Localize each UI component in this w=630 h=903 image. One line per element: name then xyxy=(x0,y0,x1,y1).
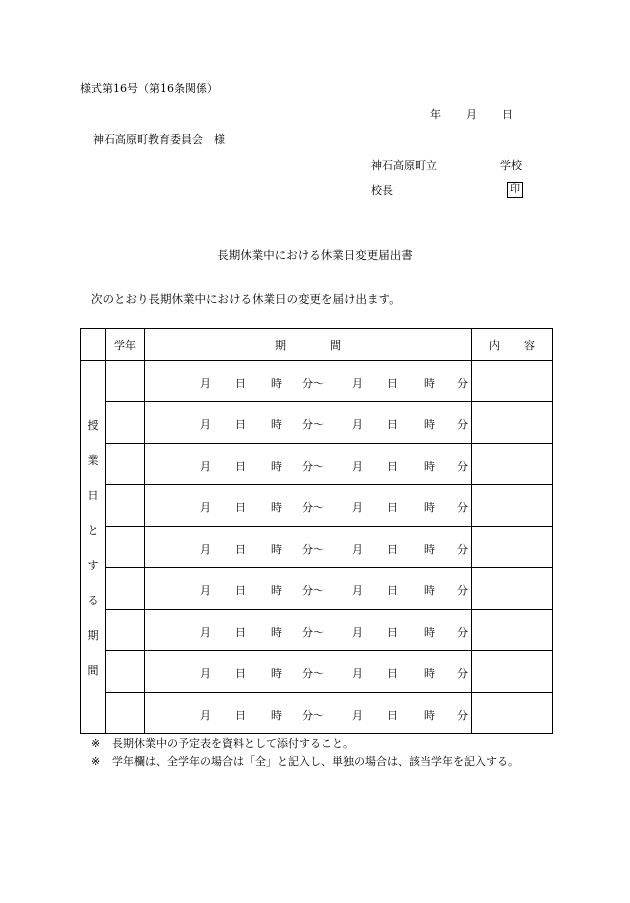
period-unit-label: 日 xyxy=(235,501,246,515)
period-unit-label: 時 xyxy=(424,625,435,639)
period-unit-label: 分 xyxy=(457,418,468,432)
period-cell[interactable] xyxy=(145,609,472,650)
side-label-char: 期 xyxy=(87,628,99,642)
side-label-char: 間 xyxy=(87,663,99,677)
grade-cell[interactable] xyxy=(106,692,145,734)
header-content-char-2: 容 xyxy=(524,338,535,352)
period-unit-label: 時 xyxy=(424,501,435,515)
period-unit-label: 時 xyxy=(424,708,435,722)
period-unit-label: 時 xyxy=(271,584,282,598)
form-number: 様式第16号（第16条関係） xyxy=(80,82,218,95)
period-unit-label: 日 xyxy=(387,667,398,681)
side-label-char: 業 xyxy=(87,453,99,467)
school-line xyxy=(371,160,522,171)
period-table xyxy=(80,328,553,734)
header-period xyxy=(145,329,472,361)
period-unit-label: 分 xyxy=(457,501,468,515)
side-label-char: 日 xyxy=(87,488,99,502)
content-cell[interactable] xyxy=(472,402,553,443)
period-unit-label: 日 xyxy=(235,377,246,390)
period-unit-label: 時 xyxy=(424,667,435,681)
period-unit-label: 月 xyxy=(200,667,211,681)
period-unit-label: 日 xyxy=(235,625,246,639)
period-unit-label: 日 xyxy=(387,708,398,722)
content-cell[interactable] xyxy=(472,692,553,734)
period-unit-label: 日 xyxy=(235,418,246,432)
table-row xyxy=(81,443,553,484)
period-cell[interactable] xyxy=(145,692,472,734)
table-header-row xyxy=(81,329,553,361)
period-unit-label: 分 xyxy=(457,459,468,473)
table-row xyxy=(81,361,553,402)
period-cell[interactable] xyxy=(145,568,472,609)
content-cell[interactable] xyxy=(472,443,553,484)
period-unit-label: 分〜 xyxy=(302,501,324,515)
period-unit-label: 日 xyxy=(235,459,246,473)
addressee: 神石高原町教育委員会 様 xyxy=(93,133,225,146)
period-cell[interactable] xyxy=(145,651,472,692)
header-blank xyxy=(81,329,106,361)
period-unit-label: 分〜 xyxy=(302,584,324,598)
period-unit-label: 日 xyxy=(235,542,246,556)
period-unit-label: 分〜 xyxy=(302,625,324,639)
side-label-char: と xyxy=(87,523,99,537)
notes xyxy=(91,738,519,774)
period-unit-label: 時 xyxy=(271,377,282,390)
period-unit-label: 月 xyxy=(352,459,363,473)
content-cell[interactable] xyxy=(472,568,553,609)
document-title: 長期休業中における休業日変更届出書 xyxy=(217,248,413,262)
period-unit-label: 分〜 xyxy=(302,377,324,390)
period-unit-label: 月 xyxy=(352,377,363,390)
content-cell[interactable] xyxy=(472,361,553,402)
period-unit-label: 月 xyxy=(200,708,211,722)
principal-label: 校長 xyxy=(371,184,393,197)
intro-text: 次のとおり長期休業中における休業日の変更を届け出ます。 xyxy=(91,292,401,306)
period-unit-label: 月 xyxy=(352,708,363,722)
period-unit-label: 時 xyxy=(424,584,435,598)
header-content-char-1: 内 xyxy=(489,338,500,352)
period-unit-label: 月 xyxy=(200,542,211,556)
period-unit-label: 時 xyxy=(424,542,435,556)
period-unit-label: 月 xyxy=(352,667,363,681)
period-unit-label: 月 xyxy=(352,418,363,432)
period-unit-label: 時 xyxy=(271,459,282,473)
grade-cell[interactable] xyxy=(106,526,145,567)
period-unit-label: 日 xyxy=(387,625,398,639)
content-cell[interactable] xyxy=(472,526,553,567)
table-row xyxy=(81,609,553,650)
grade-cell[interactable] xyxy=(106,361,145,402)
period-unit-label: 分〜 xyxy=(302,542,324,556)
side-label-char: る xyxy=(87,593,99,607)
content-cell[interactable] xyxy=(472,609,553,650)
period-unit-label: 分 xyxy=(457,708,468,722)
period-unit-label: 分 xyxy=(457,667,468,681)
period-unit-label: 分 xyxy=(457,542,468,556)
period-unit-label: 分 xyxy=(457,584,468,598)
period-unit-label: 日 xyxy=(387,418,398,432)
period-unit-label: 月 xyxy=(352,625,363,639)
period-unit-label: 時 xyxy=(271,625,282,639)
school-suffix: 学校 xyxy=(500,159,522,172)
table-row xyxy=(81,692,553,734)
period-unit-label: 分〜 xyxy=(302,667,324,681)
note-2 xyxy=(91,756,519,774)
period-unit-label: 日 xyxy=(235,584,246,598)
period-unit-label: 時 xyxy=(271,501,282,515)
period-unit-label: 日 xyxy=(387,501,398,515)
period-unit-label: 日 xyxy=(235,667,246,681)
table-body xyxy=(81,361,553,734)
school-prefix: 神石高原町立 xyxy=(371,159,437,172)
period-unit-label: 分 xyxy=(457,377,468,390)
period-unit-label: 月 xyxy=(352,542,363,556)
period-unit-label: 時 xyxy=(271,542,282,556)
date-month-label: 月 xyxy=(466,108,477,121)
period-unit-label: 分〜 xyxy=(302,459,324,473)
seal-mark: 印 xyxy=(507,182,523,198)
table-row xyxy=(81,568,553,609)
period-unit-label: 時 xyxy=(424,459,435,473)
header-content xyxy=(472,329,553,361)
table-row xyxy=(81,651,553,692)
period-cell[interactable] xyxy=(145,443,472,484)
period-unit-label: 日 xyxy=(235,708,246,722)
period-unit-label: 月 xyxy=(200,584,211,598)
table-row xyxy=(81,402,553,443)
period-unit-label: 時 xyxy=(271,667,282,681)
period-unit-label: 日 xyxy=(387,459,398,473)
grade-cell[interactable] xyxy=(106,568,145,609)
side-label-char: す xyxy=(87,558,99,572)
period-cell[interactable] xyxy=(145,402,472,443)
period-cell[interactable] xyxy=(145,361,472,402)
note-2-text: 学年欄は、全学年の場合は「全」と記入し、単独の場合は、該当学年を記入する。 xyxy=(112,755,519,768)
note-2-mark: ※ xyxy=(91,755,101,768)
period-unit-label: 日 xyxy=(387,377,398,390)
table-row xyxy=(81,526,553,567)
period-unit-label: 月 xyxy=(352,584,363,598)
side-label-char: 授 xyxy=(87,418,99,432)
date-year-label: 年 xyxy=(430,108,441,121)
date-line xyxy=(430,109,513,120)
period-unit-label: 月 xyxy=(200,459,211,473)
grade-cell[interactable] xyxy=(106,402,145,443)
period-unit-label: 時 xyxy=(424,377,435,390)
period-unit-label: 月 xyxy=(200,377,211,390)
period-unit-label: 分〜 xyxy=(302,708,324,722)
period-cell[interactable] xyxy=(145,485,472,526)
period-unit-label: 分 xyxy=(457,625,468,639)
period-unit-label: 月 xyxy=(200,625,211,639)
period-unit-label: 日 xyxy=(387,584,398,598)
period-unit-label: 時 xyxy=(271,708,282,722)
period-unit-label: 月 xyxy=(200,418,211,432)
content-cell[interactable] xyxy=(472,651,553,692)
grade-cell[interactable] xyxy=(106,609,145,650)
note-1 xyxy=(91,738,519,756)
period-unit-label: 時 xyxy=(424,418,435,432)
table-row xyxy=(81,485,553,526)
grade-cell[interactable] xyxy=(106,651,145,692)
period-unit-label: 月 xyxy=(200,501,211,515)
grade-cell[interactable] xyxy=(106,485,145,526)
header-period-char-1: 期 xyxy=(275,338,286,352)
period-unit-label: 時 xyxy=(271,418,282,432)
period-unit-label: 月 xyxy=(352,501,363,515)
header-grade: 学年 xyxy=(106,329,145,361)
date-day-label: 日 xyxy=(502,108,513,121)
period-cell[interactable] xyxy=(145,526,472,567)
header-period-char-2: 間 xyxy=(330,338,341,352)
content-cell[interactable] xyxy=(472,485,553,526)
period-unit-label: 分〜 xyxy=(302,418,324,432)
period-unit-label: 日 xyxy=(387,542,398,556)
grade-cell[interactable] xyxy=(106,443,145,484)
side-label-cell xyxy=(81,361,106,734)
note-1-mark: ※ xyxy=(91,737,101,750)
note-1-text: 長期休業中の予定表を資料として添付すること。 xyxy=(112,737,354,750)
